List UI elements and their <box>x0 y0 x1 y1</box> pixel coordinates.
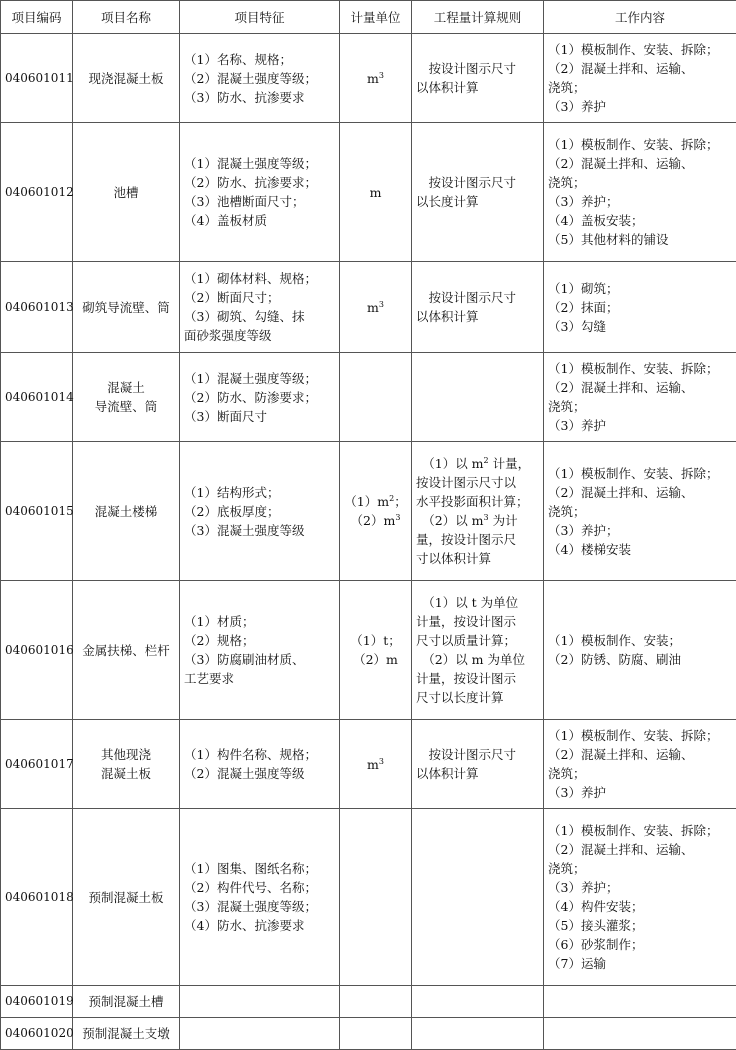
table-row <box>1 720 736 809</box>
features-line: （4）盖板材质 <box>184 211 335 230</box>
work-line: （3）养护 <box>548 97 732 116</box>
cell-features <box>180 720 340 809</box>
work-line: （3）养护； <box>548 521 732 540</box>
work-line: （3）养护； <box>548 192 732 211</box>
cell-name <box>73 34 180 123</box>
features-line: （2）断面尺寸； <box>184 288 335 307</box>
rule-line: 按设计图示尺寸 <box>416 745 539 764</box>
work-line: （3）养护 <box>548 416 732 435</box>
name-line: 预制混凝土支墩 <box>77 1024 175 1043</box>
table-row <box>1 1018 736 1050</box>
unit-line: $(1)m^2$； <box>344 492 407 511</box>
cell-work <box>544 34 736 123</box>
features-line: （2）混凝土强度等级 <box>184 764 335 783</box>
features-line: （1）结构形式； <box>184 483 335 502</box>
features-line: （1）混凝土强度等级； <box>184 154 335 173</box>
work-line: 浇筑； <box>548 502 732 521</box>
cell-rule <box>412 809 544 986</box>
work-line: （1）模板制作、安装、拆除； <box>548 135 732 154</box>
cell-features <box>180 123 340 262</box>
work-line: （4）盖板安装； <box>548 211 732 230</box>
cell-unit <box>340 442 412 581</box>
name-line: 金属扶梯、栏杆 <box>77 641 175 660</box>
header-rule: 工程量计算规则 <box>412 1 544 34</box>
table-row <box>1 986 736 1018</box>
unit-line: $m^3$ <box>344 69 407 88</box>
cell-code: 040601020 <box>1 1018 73 1050</box>
cell-features <box>180 1018 340 1050</box>
features-line: 面砂浆强度等级 <box>184 326 335 345</box>
cell-features <box>180 809 340 986</box>
cell-unit <box>340 262 412 353</box>
work-line: 浇筑； <box>548 173 732 192</box>
rule-line: 尺寸以质量计算； <box>416 631 539 650</box>
rule-line: （1）以 $m^2$ 计量， <box>416 454 539 473</box>
name-line: 混凝土 <box>77 378 175 397</box>
work-line: （4）楼梯安装 <box>548 540 732 559</box>
work-line: （2）混凝土拌和、运输、 <box>548 840 732 859</box>
features-line: （2）构件代号、名称； <box>184 878 335 897</box>
features-line: （2）规格； <box>184 631 335 650</box>
features-line: （2）防水、抗渗要求； <box>184 173 335 192</box>
table-row <box>1 123 736 262</box>
work-line: （3）勾缝 <box>548 317 732 336</box>
header-code: 项目编码 <box>1 1 73 34</box>
work-line: （2）混凝土拌和、运输、 <box>548 154 732 173</box>
rule-line: 水平投影面积计算； <box>416 492 539 511</box>
features-line: （3）砌筑、勾缝、抹 <box>184 307 335 326</box>
work-line: （2）混凝土拌和、运输、 <box>548 378 732 397</box>
cell-features <box>180 986 340 1018</box>
features-line: （1）构件名称、规格； <box>184 745 335 764</box>
cell-rule <box>412 581 544 720</box>
cell-name <box>73 442 180 581</box>
cell-name <box>73 353 180 442</box>
unit-line: （1）t； <box>344 631 407 650</box>
features-line: （1）名称、规格； <box>184 50 335 69</box>
rule-line: 计量，按设计图示 <box>416 612 539 631</box>
cell-unit <box>340 1018 412 1050</box>
work-line: （3）养护 <box>548 783 732 802</box>
rule-line: 寸以体积计算 <box>416 549 539 568</box>
work-line: （7）运输 <box>548 954 732 973</box>
cell-unit <box>340 720 412 809</box>
work-line: 浇筑； <box>548 859 732 878</box>
rule-line: （1）以 t 为单位 <box>416 593 539 612</box>
cell-work <box>544 442 736 581</box>
unit-line: $m^3$ <box>344 298 407 317</box>
rule-line: 以体积计算 <box>416 307 539 326</box>
rule-line: （2）以 $m^3$ 为计 <box>416 511 539 530</box>
cell-name <box>73 809 180 986</box>
features-line: （4）防水、抗渗要求 <box>184 916 335 935</box>
work-line: （1）模板制作、安装； <box>548 631 732 650</box>
work-line: （1）模板制作、安装、拆除； <box>548 40 732 59</box>
name-line: 其他现浇 <box>77 745 175 764</box>
header-unit: 计量单位 <box>340 1 412 34</box>
cell-work <box>544 986 736 1018</box>
cell-code: 040601016 <box>1 581 73 720</box>
cell-rule <box>412 262 544 353</box>
rule-line: 按设计图示尺寸 <box>416 173 539 192</box>
header-work: 工作内容 <box>544 1 736 34</box>
cell-features <box>180 581 340 720</box>
work-line: （2）混凝土拌和、运输、 <box>548 745 732 764</box>
name-line: 预制混凝土板 <box>77 888 175 907</box>
rule-line: 按设计图示尺寸 <box>416 288 539 307</box>
features-line: （1）图集、图纸名称； <box>184 859 335 878</box>
table-row <box>1 809 736 986</box>
cell-work <box>544 581 736 720</box>
name-line: 预制混凝土槽 <box>77 992 175 1011</box>
work-line: 浇筑； <box>548 397 732 416</box>
rule-line: 按设计图示尺寸以 <box>416 473 539 492</box>
cell-unit <box>340 581 412 720</box>
rule-line: 以体积计算 <box>416 764 539 783</box>
cell-unit <box>340 353 412 442</box>
cell-unit <box>340 986 412 1018</box>
features-line: （1）混凝土强度等级； <box>184 369 335 388</box>
unit-line: m <box>344 183 407 202</box>
table-row <box>1 442 736 581</box>
header-name: 项目名称 <box>73 1 180 34</box>
cell-name <box>73 262 180 353</box>
work-line: （5）接头灌浆； <box>548 916 732 935</box>
header-row <box>1 1 736 34</box>
cell-work <box>544 353 736 442</box>
cell-work <box>544 1018 736 1050</box>
cell-code: 040601012 <box>1 123 73 262</box>
features-line: （3）池槽断面尺寸； <box>184 192 335 211</box>
name-line: 导流壁、筒 <box>77 397 175 416</box>
cell-work <box>544 262 736 353</box>
work-line: （2）混凝土拌和、运输、 <box>548 483 732 502</box>
cell-name <box>73 1018 180 1050</box>
cell-work <box>544 809 736 986</box>
name-line: 混凝土板 <box>77 764 175 783</box>
rule-line: 量，按设计图示尺 <box>416 530 539 549</box>
cell-name <box>73 581 180 720</box>
cell-code: 040601015 <box>1 442 73 581</box>
work-line: （6）砂浆制作； <box>548 935 732 954</box>
features-line: （1）砌体材料、规格； <box>184 269 335 288</box>
work-line: （2）抹面； <box>548 298 732 317</box>
features-line: （3）混凝土强度等级 <box>184 521 335 540</box>
rule-line: 按设计图示尺寸 <box>416 59 539 78</box>
cell-unit <box>340 34 412 123</box>
features-line: （3）防水、抗渗要求 <box>184 88 335 107</box>
name-line: 池槽 <box>77 183 175 202</box>
cell-rule <box>412 353 544 442</box>
work-line: （1）模板制作、安装、拆除； <box>548 464 732 483</box>
work-line: 浇筑； <box>548 78 732 97</box>
features-line: （3）混凝土强度等级； <box>184 897 335 916</box>
cell-name <box>73 123 180 262</box>
table-row <box>1 353 736 442</box>
cell-features <box>180 353 340 442</box>
cell-rule <box>412 1018 544 1050</box>
features-line: （2）底板厚度； <box>184 502 335 521</box>
work-line: （1）模板制作、安装、拆除； <box>548 359 732 378</box>
cell-features <box>180 262 340 353</box>
table-row <box>1 34 736 123</box>
unit-line: $(2)m^3$ <box>344 511 407 530</box>
rule-line: 计量，按设计图示 <box>416 669 539 688</box>
cell-code: 040601019 <box>1 986 73 1018</box>
table-row <box>1 581 736 720</box>
cell-work <box>544 123 736 262</box>
table-row <box>1 262 736 353</box>
cell-features <box>180 442 340 581</box>
name-line: 砌筑导流壁、筒 <box>77 298 175 317</box>
features-line: 工艺要求 <box>184 669 335 688</box>
features-line: （2）混凝土强度等级； <box>184 69 335 88</box>
features-line: （3）断面尺寸 <box>184 407 335 426</box>
cell-rule <box>412 986 544 1018</box>
work-line: （1）砌筑； <box>548 279 732 298</box>
table-body <box>1 34 736 1050</box>
unit-line: （2）m <box>344 650 407 669</box>
cell-name <box>73 720 180 809</box>
features-line: （3）防腐刷油材质、 <box>184 650 335 669</box>
rule-line: 以体积计算 <box>416 78 539 97</box>
work-line: （3）养护； <box>548 878 732 897</box>
features-line: （1）材质； <box>184 612 335 631</box>
cell-code: 040601011 <box>1 34 73 123</box>
cell-unit <box>340 809 412 986</box>
features-line: （2）防水、防渗要求； <box>184 388 335 407</box>
rule-line: 尺寸以长度计算 <box>416 688 539 707</box>
header-features: 项目特征 <box>180 1 340 34</box>
cell-code: 040601013 <box>1 262 73 353</box>
cell-name <box>73 986 180 1018</box>
cell-code: 040601014 <box>1 353 73 442</box>
cell-rule <box>412 34 544 123</box>
work-line: （5）其他材料的铺设 <box>548 230 732 249</box>
cell-work <box>544 720 736 809</box>
cell-unit <box>340 123 412 262</box>
rule-line: （2）以 m 为单位 <box>416 650 539 669</box>
name-line: 现浇混凝土板 <box>77 69 175 88</box>
name-line: 混凝土楼梯 <box>77 502 175 521</box>
cell-rule <box>412 720 544 809</box>
cell-rule <box>412 123 544 262</box>
work-line: （1）模板制作、安装、拆除； <box>548 726 732 745</box>
cell-code: 040601018 <box>1 809 73 986</box>
cell-code: 040601017 <box>1 720 73 809</box>
work-line: （4）构件安装； <box>548 897 732 916</box>
rule-line: 以长度计算 <box>416 192 539 211</box>
cell-features <box>180 34 340 123</box>
work-line: （2）防锈、防腐、刷油 <box>548 650 732 669</box>
work-line: （2）混凝土拌和、运输、 <box>548 59 732 78</box>
unit-line: $m^3$ <box>344 755 407 774</box>
cell-rule <box>412 442 544 581</box>
work-line: （1）模板制作、安装、拆除； <box>548 821 732 840</box>
work-line: 浇筑； <box>548 764 732 783</box>
